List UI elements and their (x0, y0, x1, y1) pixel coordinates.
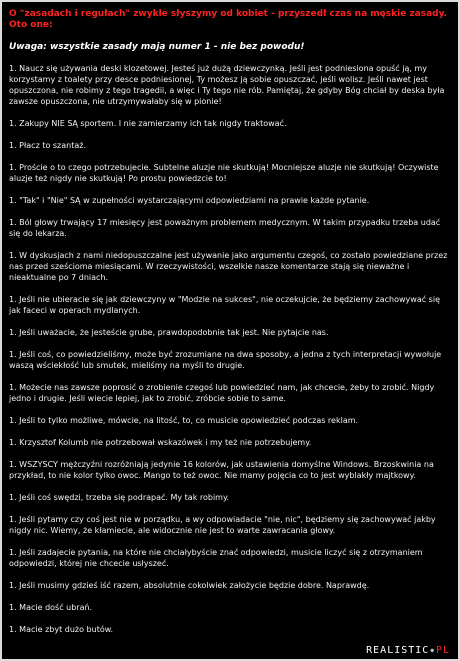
rule-item: 1. Jeśli to tylko możliwe, mówcie, na litość, to, co musicie opowiedzieć podczas reklam. (9, 416, 359, 425)
rule-item: 1. Jeśli coś, co powiedzieliśmy, może być zrozumiane na dwa sposoby, a jedna z tych interpretacji wywołuje waszą wściekłość lub smutek, mieliśmy na myśli to drugie. (9, 350, 442, 370)
rule-item: 1. Ból głowy trwający 17 miesięcy jest poważnym problemem medycznym. W takim przypadku trzeba udać się do lekarza. (9, 218, 441, 238)
rule-item: 1. Jeśli uważacie, że jesteście grube, prawdopodobnie tak jest. Nie pytajcie nas. (9, 328, 329, 337)
logo-dot-icon: ● (430, 647, 435, 654)
rules-list (9, 63, 451, 635)
logo-main-text: REALISTIC (366, 645, 430, 656)
rule-item: 1. Jeśli pytamy czy coś jest nie w porządku, a wy odpowiadacie "nie, nic", będziemy się zachowywać jakby nigdy nic. Wiemy, że kłamiecie, ale widocznie nie jest to warte zawracania głowy. (9, 515, 436, 535)
rule-item: 1. Zakupy NIE SĄ sportem. I nie zamierzamy ich tak nigdy traktować. (9, 119, 287, 128)
rule-item: 1. Macie zbyt dużo butów. (9, 625, 114, 634)
content-area (2, 2, 458, 635)
rule-item: 1. Macie dość ubrań. (9, 603, 93, 612)
rule-item: 1. Naucz się używania deski klozetowej. Jesteś już dużą dziewczynką. Jeśli jest podniesiona opuść ją, my korzystamy z toalety przy desce podniesionej, Ty możesz ją sobie opuszczać, jeśli wolisz. Jeśli nawet jest opuszczona, nie robimy z tego tragedii, a więc i Ty tego nie rób. Pamiętaj, że gdyby Bóg chciał by deska była zawsze opuszczona, nie utrzymywałaby się w pionie! (9, 64, 445, 106)
site-logo (366, 645, 450, 656)
rule-item: 1. Jeśli nie ubieracie się jak dziewczyny w "Modzie na sukces", nie oczekujcie, że będziemy zachowywać się jak faceci w operach mydlanych. (9, 295, 440, 315)
rule-item: 1. W dyskusjach z nami niedopuszczalne jest używanie jako argumentu czegoś, co zostało powiedziane przez nas przed sześcioma miesiącami. W rzeczywistości, wszelkie nasze komentarze stają się nieważne i nieaktualne po 7 dniach. (9, 251, 448, 282)
logo-tld-text: PL (435, 645, 450, 656)
rule-item: 1. Możecie nas zawsze poprosić o zrobienie czegoś lub powiedzieć nam, jak chcecie, żeby to zrobić. Nigdy jedno i drugie. Jeśli wiecie lepiej, jak to zrobić, zróbcie sobie to same. (9, 383, 435, 403)
rule-item: 1. Płacz to szantaż. (9, 141, 87, 150)
rule-item: 1. Jeśli coś swędzi, trzeba się podrapać. My tak robimy. (9, 493, 230, 502)
rule-item: 1. "Tak" i "Nie" SĄ w zupełności wystarczającymi odpowiedziami na prawie każde pytanie. (9, 196, 370, 205)
rule-item: 1. Jeśli musimy gdzieś iść razem, absolutnie cokolwiek założycie będzie dobre. Naprawdę. (9, 581, 370, 590)
warning-note: Uwaga: wszystkie zasady mają numer 1 - nie bez powodu! (9, 42, 305, 52)
rule-item: 1. Proście o to czego potrzebujecie. Subtelne aluzje nie skutkują! Mocniejsze aluzje nie skutkują! Oczywiste aluzje też nigdy nie skutkują! Po prostu powiedzcie to! (9, 163, 439, 183)
rule-item: 1. Krzysztof Kolumb nie potrzebował wskazówek i my też nie potrzebujemy. (9, 438, 312, 447)
rule-item: 1. Jeśli zadajecie pytania, na które nie chciałybyście znać odpowiedzi, musicie liczyć się z otrzymaniem odpowiedzi, której nie chcecie usłyszeć. (9, 548, 423, 568)
rule-item: 1. WSZYSCY mężczyźni rozróżniają jedynie 16 kolorów, jak ustawienia domyślne Windows. Brzoskwinia na przykład, to nie kolor tylko owoc. Mango to też owoc. Nie mamy pojęcia co to jest wyblakły majtkowy. (9, 460, 434, 480)
page-heading: O "zasadach i regułach" zwykle słyszymy od kobiet - przyszedł czas na męskie zasady. Oto one: (9, 9, 448, 30)
